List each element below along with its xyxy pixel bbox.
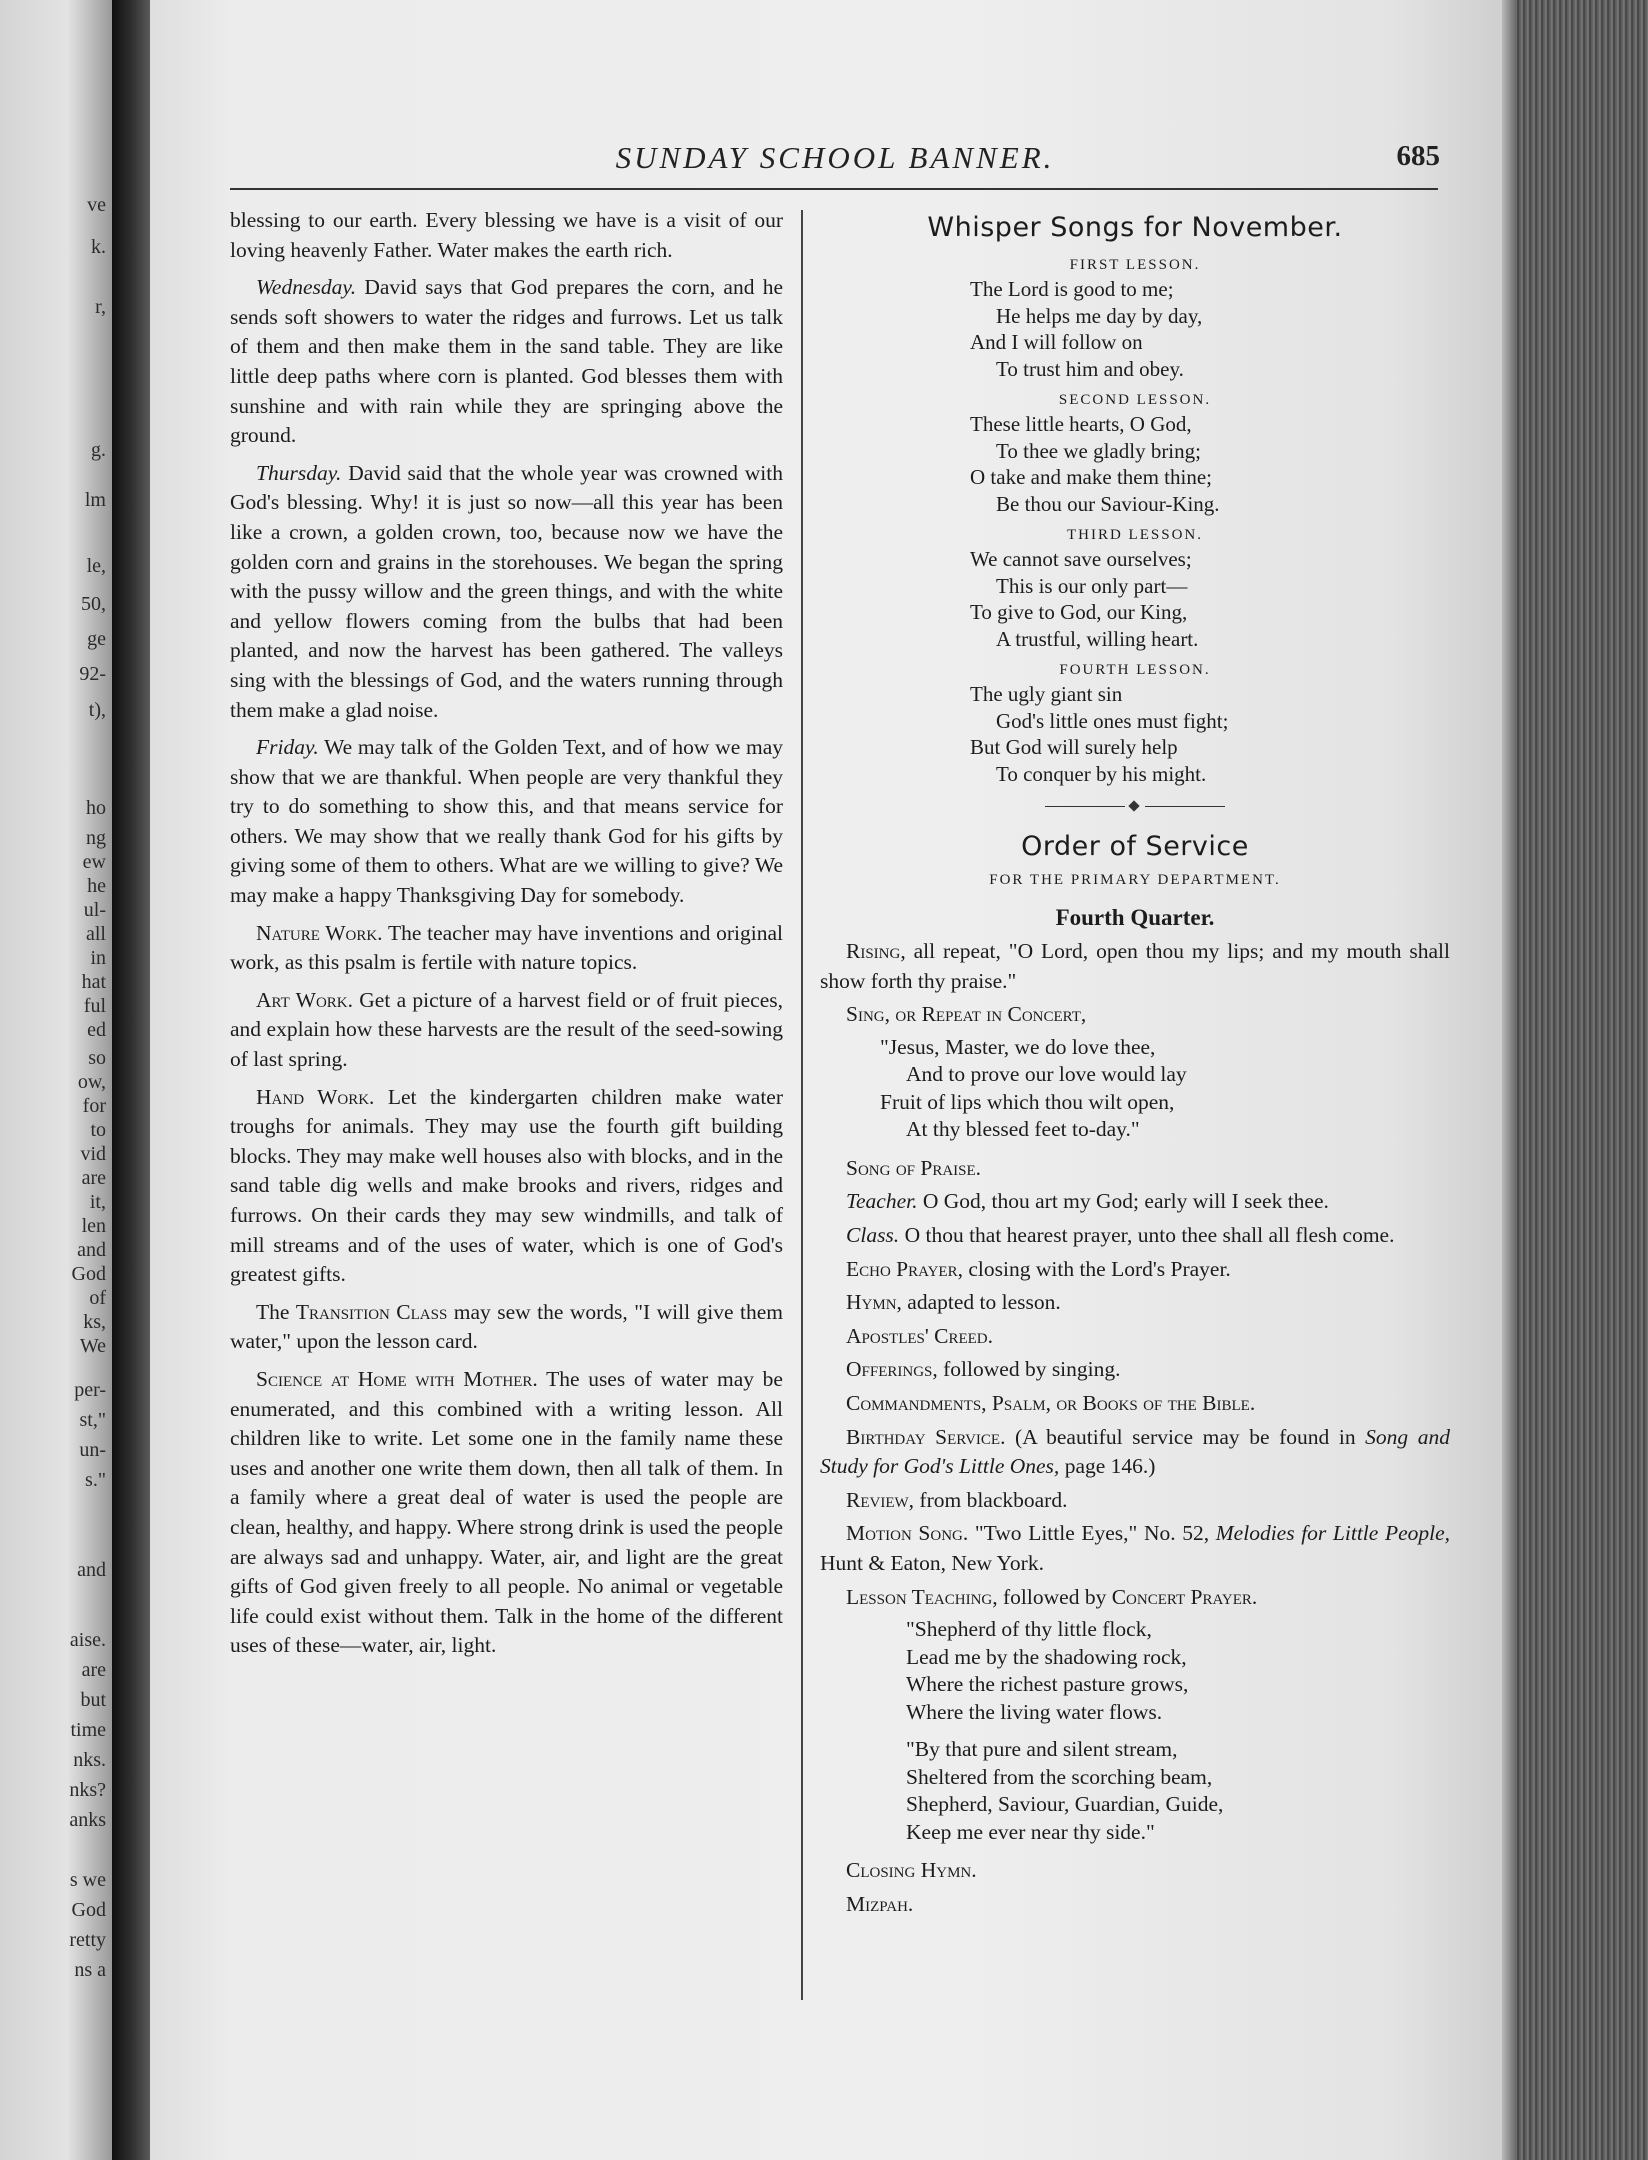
verse-line: "Shepherd of thy little flock,	[906, 1617, 1152, 1642]
prev-page-text-fragment: God	[71, 1263, 106, 1285]
verse-line: This is our only part—	[996, 573, 1188, 598]
book-title: Song and Study for God's Little Ones,	[820, 1424, 1451, 1479]
verse-line: A trustful, willing heart.	[996, 626, 1199, 651]
service-item-birthday	[820, 1423, 1450, 1482]
verse-line: He helps me day by day,	[996, 303, 1203, 328]
item-text: O thou that hearest prayer, unto thee shall all flesh come.	[904, 1222, 1395, 1247]
paragraph-thursday	[230, 459, 783, 725]
verse	[970, 276, 1300, 382]
prev-page-text-fragment: in	[90, 947, 106, 969]
item-label: Concert Prayer.	[1111, 1584, 1258, 1609]
service-item-creed	[820, 1322, 1450, 1352]
prev-page-text-fragment: to	[90, 1119, 106, 1141]
book-page-edges	[1502, 0, 1648, 2160]
right-column	[820, 206, 1450, 1923]
prev-page-text-fragment: ful	[83, 995, 106, 1017]
item-text: "Two Little Eyes," No. 52,	[974, 1521, 1210, 1546]
paragraph-text: David said that the whole year was crowned with God's blessing. Why! it is just so now—all this year has been like a crown, a golden crown, too, because now we have the golden corn and grains in the storehouses. We began the spring with the pussy willow and the green things, and with the white and yellow flowers coming from the bulbs that had been planted, and now the harvest has been gathered. The valleys sing with the blessings of God, and the waters running through them make a glad noise.	[230, 460, 784, 722]
prayer-stanza-2	[820, 1736, 1450, 1846]
verse-line: Lead me by the shadowing rock,	[906, 1644, 1187, 1669]
prev-page-text-fragment: vid	[80, 1143, 106, 1165]
paragraph-text: The	[256, 1299, 290, 1324]
prev-page-text-fragment: le,	[86, 555, 106, 577]
verse-line: At thy blessed feet to-day."	[906, 1117, 1140, 1142]
prev-page-text-fragment: ge	[87, 628, 106, 650]
service-item-motion-song	[820, 1519, 1450, 1578]
column-divider	[801, 210, 803, 2000]
day-label: Thursday.	[256, 460, 342, 485]
paragraph-art-work	[230, 986, 783, 1075]
book-gutter	[112, 0, 150, 2160]
header-rule	[230, 188, 1438, 190]
prev-page-text-fragment: and	[77, 1239, 106, 1261]
prev-page-text-fragment: of	[89, 1287, 106, 1309]
paragraph-text: blessing to our earth. Every blessing we have is a visit of our loving heavenly Father. Water makes the earth rich.	[230, 208, 783, 262]
prev-page-text-fragment: g.	[91, 439, 106, 461]
paragraph-friday	[230, 733, 783, 911]
whisper-lesson	[820, 257, 1450, 382]
whisper-lesson	[820, 392, 1450, 517]
section-label: Transition Class	[295, 1299, 448, 1324]
section-label: Nature Work.	[256, 920, 383, 945]
item-label: Offerings,	[846, 1357, 938, 1382]
lesson-label: FOURTH LESSON.	[1059, 662, 1211, 678]
verse-line: To trust him and obey.	[996, 356, 1184, 381]
paragraph-text: may sew the words, "I will give them water," upon the lesson card.	[230, 1299, 783, 1354]
service-item-commandments	[820, 1389, 1450, 1419]
section-label: Hand Work.	[256, 1084, 375, 1109]
verse-line: Be thou our Saviour-King.	[996, 491, 1220, 516]
paragraph-continuation	[230, 206, 783, 265]
service-item-teacher	[820, 1187, 1450, 1217]
item-label: Lesson Teaching,	[846, 1584, 998, 1609]
item-text: Hunt & Eaton, New York.	[820, 1550, 1044, 1575]
item-label: Review,	[846, 1487, 915, 1512]
verse-line: The Lord is good to me;	[970, 277, 1174, 301]
prev-page-text-fragment: time	[70, 1719, 106, 1741]
book-title: Melodies for Little People,	[1215, 1521, 1451, 1546]
prev-page-text-fragment: retty	[69, 1929, 106, 1951]
item-text: from blackboard.	[919, 1487, 1068, 1512]
paragraph-text: We may talk of the Golden Text, and of how we may show that we are thankful. When people are very thankful they try to do something to show this, and that means service for others. We may show that we really thank God for his gifts by giving some of them to others. What are we willing to give? We may make a happy Thanksgiving Day for somebody.	[230, 735, 783, 908]
whisper-lesson	[820, 662, 1450, 787]
item-label: Mizpah.	[846, 1891, 914, 1916]
item-text: page 146.)	[1064, 1454, 1156, 1479]
prev-page-text-fragment: anks	[69, 1809, 106, 1831]
verse-line: To conquer by his might.	[996, 761, 1207, 786]
paragraph-wednesday	[230, 273, 783, 451]
prev-page-text-fragment: are	[81, 1167, 106, 1189]
item-text: (A beautiful service may be found in	[1015, 1424, 1356, 1449]
prev-page-text-fragment: t),	[88, 699, 106, 721]
item-label: Class.	[846, 1222, 900, 1247]
verse-line: Shepherd, Saviour, Guardian, Guide,	[906, 1792, 1224, 1817]
item-label: Song of Praise.	[846, 1155, 982, 1180]
service-item-rising	[820, 937, 1450, 996]
verse-line: "By that pure and silent stream,	[906, 1737, 1178, 1762]
item-label: Birthday Service.	[846, 1424, 1006, 1449]
order-of-service-heading: Order of Service	[1021, 831, 1249, 862]
prev-page-text-fragment: r,	[95, 296, 106, 318]
verse-line: Where the richest pasture grows,	[906, 1672, 1189, 1697]
whisper-lesson	[820, 527, 1450, 652]
item-label: Apostles' Creed.	[846, 1323, 994, 1348]
section-label: Science at Home with Mother.	[256, 1366, 538, 1391]
paragraph-science-at-home	[230, 1365, 783, 1661]
prev-page-text-fragment: st,"	[79, 1409, 106, 1431]
service-item-review	[820, 1486, 1450, 1516]
prayer-stanza-1	[820, 1616, 1450, 1726]
verse-line: The ugly giant sin	[970, 682, 1123, 706]
service-item-offerings	[820, 1355, 1450, 1385]
paragraph-text: Let the kindergarten children make water troughs for animals. They may use the fourth gift building blocks. They may make well houses also with blocks, and in the sand table dig wells and make brooks and rivers, ridges and furrows. On their cards they may sew windmills, and talk of mill streams and of the uses of water, which is one of God's greatest gifts.	[230, 1084, 784, 1287]
item-label: Echo Prayer,	[846, 1256, 963, 1281]
item-text: adapted to lesson.	[907, 1290, 1061, 1315]
prev-page-text-fragment: he	[87, 875, 106, 897]
paragraph-nature-work	[230, 919, 783, 978]
prev-page-text-fragment: nks.	[73, 1749, 106, 1771]
book-page	[150, 0, 1502, 2160]
paragraph-hand-work	[230, 1083, 783, 1290]
verse-line: Fruit of lips which thou wilt open,	[880, 1089, 1175, 1114]
prev-page-text-fragment: 92-	[79, 663, 106, 685]
page-header	[230, 140, 1440, 184]
item-text: O God, thou art my God; early will I seek thee.	[922, 1189, 1329, 1214]
verse-line: We cannot save ourselves;	[970, 547, 1192, 571]
prev-page-text-fragment: ew	[82, 851, 106, 873]
verse	[970, 411, 1300, 517]
prev-page-text-fragment: aise.	[69, 1629, 106, 1651]
item-label: Teacher.	[846, 1189, 918, 1214]
order-of-service-subtitle: FOR THE PRIMARY DEPARTMENT.	[989, 872, 1281, 888]
item-label: Hymn,	[846, 1290, 902, 1315]
day-label: Wednesday.	[256, 275, 357, 300]
prev-page-text-fragment: s we	[69, 1869, 106, 1891]
service-item-lesson-teaching	[820, 1583, 1450, 1613]
prev-page-text-fragment: all	[86, 923, 106, 945]
prev-page-text-fragment: We	[79, 1335, 106, 1357]
verse-line: Where the living water flows.	[906, 1699, 1163, 1724]
verse-line: O take and make them thine;	[970, 465, 1213, 489]
day-label: Friday.	[256, 735, 319, 760]
prev-page-text-fragment: so	[88, 1047, 106, 1069]
item-label: Commandments, Psalm, or Books of the Bible.	[846, 1390, 1256, 1415]
prev-page-text-fragment: 50,	[81, 593, 106, 615]
item-label: Motion Song.	[846, 1521, 969, 1546]
prev-page-text-fragment: but	[80, 1689, 106, 1711]
prev-page-text-fragment: per-	[74, 1379, 106, 1401]
quarter-heading: Fourth Quarter.	[1055, 905, 1215, 930]
service-item-hymn	[820, 1288, 1450, 1318]
prev-page-text-fragment: ow,	[77, 1071, 106, 1093]
prev-page-text-fragment: are	[81, 1659, 106, 1681]
lesson-label: THIRD LESSON.	[1066, 527, 1203, 543]
paragraph-transition-class	[230, 1298, 783, 1357]
prev-page-text-fragment: un-	[79, 1439, 106, 1461]
paragraph-text: David says that God prepares the corn, and he sends soft showers to water the ridges and furrows. Let us talk of them and then make them in the sand table. They are like little deep paths where corn is planted. God blesses them with sunshine and with rain while they are springing above the ground.	[230, 275, 783, 448]
service-item-class	[820, 1221, 1450, 1251]
item-label: Sing, or Repeat in Concert,	[846, 1002, 1087, 1027]
verse	[970, 546, 1300, 652]
previous-page-edge	[0, 0, 112, 2160]
paragraph-text: The uses of water may be enumerated, and this combined with a writing lesson. All children like to write. Let some one in the family name these uses and another one write them down, then all talk of them. In a family where a great deal of water is used the people are clean, healthy, and happy. Where strong drink is used the people are always sad and unhappy. Water, air, and light are the great gifts of God given freely to all people. No animal or vegetable life could exist without them. Talk in the home of the different uses of these—water, air, light.	[230, 1366, 783, 1658]
prev-page-text-fragment: and	[77, 1559, 106, 1581]
verse-line: But God will surely help	[970, 735, 1178, 759]
prev-page-text-fragment: God	[71, 1899, 106, 1921]
prev-page-text-fragment: nks?	[69, 1779, 106, 1801]
verse-line: And to prove our love would lay	[906, 1062, 1187, 1087]
verse-line: To thee we gladly bring;	[996, 438, 1201, 463]
verse-line: "Jesus, Master, we do love thee,	[880, 1034, 1156, 1059]
item-label: Rising,	[846, 939, 906, 963]
verse-line: Sheltered from the scorching beam,	[906, 1764, 1213, 1789]
prev-page-text-fragment: s."	[85, 1469, 106, 1491]
verse-line: God's little ones must fight;	[996, 708, 1229, 733]
prev-page-text-fragment: ng	[86, 827, 106, 849]
prev-page-text-fragment: ve	[87, 194, 106, 216]
prev-page-text-fragment: hat	[81, 971, 106, 993]
prev-page-text-fragment: ho	[86, 797, 106, 819]
prev-page-text-fragment: len	[81, 1215, 106, 1237]
prev-page-text-fragment: lm	[84, 489, 106, 511]
lesson-label: SECOND LESSON.	[1058, 392, 1212, 408]
verse-line: These little hearts, O God,	[970, 412, 1192, 436]
service-item-song-of-praise	[820, 1154, 1450, 1184]
service-item-mizpah	[820, 1890, 1450, 1920]
verse-line: And I will follow on	[970, 330, 1143, 354]
verse-line: To give to God, our King,	[970, 600, 1188, 624]
prev-page-text-fragment: k.	[91, 236, 106, 258]
whisper-songs-heading: Whisper Songs for November.	[927, 212, 1343, 243]
prev-page-text-fragment: ns a	[74, 1959, 106, 1981]
verse	[970, 681, 1300, 787]
paragraph-text: Get a picture of a harvest field or of fruit pieces, and explain how these harvests are the result of the seed-sowing of last spring.	[230, 987, 784, 1072]
item-text: all repeat, "O Lord, open thou my lips; and my mouth shall show forth thy praise."	[820, 939, 1450, 993]
item-text: closing with the Lord's Prayer.	[968, 1256, 1231, 1281]
prev-page-text-fragment: ks,	[83, 1311, 106, 1333]
verse-line: Keep me ever near thy side."	[906, 1819, 1155, 1844]
item-text: followed by	[1003, 1584, 1107, 1609]
page-number: 685	[1396, 140, 1440, 172]
lesson-label: FIRST LESSON.	[1069, 257, 1201, 273]
item-label: Closing Hymn.	[846, 1858, 977, 1883]
item-text: followed by singing.	[943, 1357, 1121, 1382]
sing-verse	[820, 1034, 1450, 1144]
prev-page-text-fragment: it,	[89, 1191, 106, 1213]
service-item-closing-hymn	[820, 1856, 1450, 1886]
service-item-echo-prayer	[820, 1255, 1450, 1285]
left-column	[230, 206, 783, 1669]
prev-page-text-fragment: ed	[87, 1019, 106, 1041]
paragraph-text: The teacher may have inventions and original work, as this psalm is fertile with nature topics.	[230, 920, 784, 975]
prev-page-text-fragment: for	[82, 1095, 106, 1117]
service-item-sing	[820, 1000, 1450, 1030]
section-ornament	[1045, 801, 1225, 813]
running-title: SUNDAY SCHOOL BANNER.	[615, 140, 1055, 175]
prev-page-text-fragment: ul-	[83, 899, 106, 921]
section-label: Art Work.	[256, 987, 354, 1012]
